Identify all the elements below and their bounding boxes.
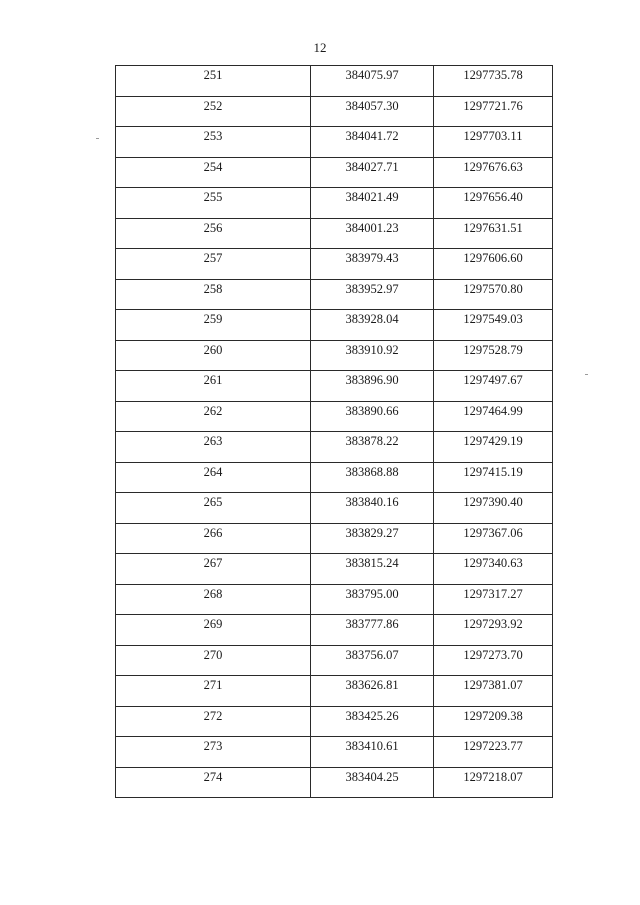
y-coordinate-cell: 1297218.07 bbox=[434, 767, 553, 798]
x-coordinate-cell: 383910.92 bbox=[311, 340, 434, 371]
table-row bbox=[116, 401, 553, 432]
y-coordinate-cell: 1297273.70 bbox=[434, 645, 553, 676]
x-coordinate-cell: 383626.81 bbox=[311, 676, 434, 707]
point-number-cell: 252 bbox=[116, 96, 311, 127]
scan-speck bbox=[96, 138, 99, 139]
x-coordinate-cell: 384057.30 bbox=[311, 96, 434, 127]
table-row bbox=[116, 645, 553, 676]
table-row bbox=[116, 554, 553, 585]
point-number-cell: 274 bbox=[116, 767, 311, 798]
table-row bbox=[116, 737, 553, 768]
point-number-cell: 269 bbox=[116, 615, 311, 646]
table-row bbox=[116, 432, 553, 463]
table-row bbox=[116, 188, 553, 219]
table-row bbox=[116, 96, 553, 127]
x-coordinate-cell: 383890.66 bbox=[311, 401, 434, 432]
x-coordinate-cell: 384001.23 bbox=[311, 218, 434, 249]
table-row bbox=[116, 249, 553, 280]
x-coordinate-cell: 384021.49 bbox=[311, 188, 434, 219]
y-coordinate-cell: 1297549.03 bbox=[434, 310, 553, 341]
point-number-cell: 265 bbox=[116, 493, 311, 524]
table-row bbox=[116, 615, 553, 646]
point-number-cell: 272 bbox=[116, 706, 311, 737]
y-coordinate-cell: 1297721.76 bbox=[434, 96, 553, 127]
point-number-cell: 263 bbox=[116, 432, 311, 463]
x-coordinate-cell: 384075.97 bbox=[311, 66, 434, 97]
table-row bbox=[116, 127, 553, 158]
point-number-cell: 253 bbox=[116, 127, 311, 158]
table-row bbox=[116, 310, 553, 341]
y-coordinate-cell: 1297676.63 bbox=[434, 157, 553, 188]
x-coordinate-cell: 383928.04 bbox=[311, 310, 434, 341]
point-number-cell: 255 bbox=[116, 188, 311, 219]
table-row bbox=[116, 157, 553, 188]
y-coordinate-cell: 1297570.80 bbox=[434, 279, 553, 310]
point-number-cell: 251 bbox=[116, 66, 311, 97]
y-coordinate-cell: 1297209.38 bbox=[434, 706, 553, 737]
table-row bbox=[116, 523, 553, 554]
point-number-cell: 273 bbox=[116, 737, 311, 768]
y-coordinate-cell: 1297606.60 bbox=[434, 249, 553, 280]
point-number-cell: 266 bbox=[116, 523, 311, 554]
point-number-cell: 260 bbox=[116, 340, 311, 371]
table-row bbox=[116, 66, 553, 97]
y-coordinate-cell: 1297497.67 bbox=[434, 371, 553, 402]
x-coordinate-cell: 383815.24 bbox=[311, 554, 434, 585]
y-coordinate-cell: 1297317.27 bbox=[434, 584, 553, 615]
point-number-cell: 268 bbox=[116, 584, 311, 615]
coordinates-table-body bbox=[116, 66, 553, 798]
x-coordinate-cell: 383795.00 bbox=[311, 584, 434, 615]
x-coordinate-cell: 383404.25 bbox=[311, 767, 434, 798]
y-coordinate-cell: 1297340.63 bbox=[434, 554, 553, 585]
table-row bbox=[116, 706, 553, 737]
point-number-cell: 256 bbox=[116, 218, 311, 249]
x-coordinate-cell: 383979.43 bbox=[311, 249, 434, 280]
y-coordinate-cell: 1297735.78 bbox=[434, 66, 553, 97]
y-coordinate-cell: 1297631.51 bbox=[434, 218, 553, 249]
y-coordinate-cell: 1297656.40 bbox=[434, 188, 553, 219]
point-number-cell: 254 bbox=[116, 157, 311, 188]
y-coordinate-cell: 1297415.19 bbox=[434, 462, 553, 493]
table-row bbox=[116, 218, 553, 249]
table-row bbox=[116, 340, 553, 371]
y-coordinate-cell: 1297703.11 bbox=[434, 127, 553, 158]
point-number-cell: 267 bbox=[116, 554, 311, 585]
x-coordinate-cell: 384041.72 bbox=[311, 127, 434, 158]
x-coordinate-cell: 383868.88 bbox=[311, 462, 434, 493]
scan-speck bbox=[585, 374, 588, 375]
coordinates-table bbox=[115, 65, 553, 798]
x-coordinate-cell: 383952.97 bbox=[311, 279, 434, 310]
point-number-cell: 264 bbox=[116, 462, 311, 493]
table-row bbox=[116, 462, 553, 493]
table-row bbox=[116, 493, 553, 524]
table-row bbox=[116, 767, 553, 798]
point-number-cell: 259 bbox=[116, 310, 311, 341]
y-coordinate-cell: 1297429.19 bbox=[434, 432, 553, 463]
y-coordinate-cell: 1297390.40 bbox=[434, 493, 553, 524]
point-number-cell: 262 bbox=[116, 401, 311, 432]
point-number-cell: 270 bbox=[116, 645, 311, 676]
x-coordinate-cell: 383878.22 bbox=[311, 432, 434, 463]
x-coordinate-cell: 383777.86 bbox=[311, 615, 434, 646]
point-number-cell: 257 bbox=[116, 249, 311, 280]
y-coordinate-cell: 1297464.99 bbox=[434, 401, 553, 432]
y-coordinate-cell: 1297223.77 bbox=[434, 737, 553, 768]
table-row bbox=[116, 584, 553, 615]
x-coordinate-cell: 383829.27 bbox=[311, 523, 434, 554]
point-number-cell: 261 bbox=[116, 371, 311, 402]
point-number-cell: 258 bbox=[116, 279, 311, 310]
page-number: 12 bbox=[313, 40, 327, 55]
y-coordinate-cell: 1297381.07 bbox=[434, 676, 553, 707]
y-coordinate-cell: 1297293.92 bbox=[434, 615, 553, 646]
x-coordinate-cell: 383425.26 bbox=[311, 706, 434, 737]
x-coordinate-cell: 383756.07 bbox=[311, 645, 434, 676]
x-coordinate-cell: 384027.71 bbox=[311, 157, 434, 188]
x-coordinate-cell: 383840.16 bbox=[311, 493, 434, 524]
x-coordinate-cell: 383896.90 bbox=[311, 371, 434, 402]
y-coordinate-cell: 1297528.79 bbox=[434, 340, 553, 371]
table-row bbox=[116, 279, 553, 310]
point-number-cell: 271 bbox=[116, 676, 311, 707]
table-row bbox=[116, 676, 553, 707]
y-coordinate-cell: 1297367.06 bbox=[434, 523, 553, 554]
x-coordinate-cell: 383410.61 bbox=[311, 737, 434, 768]
table-row bbox=[116, 371, 553, 402]
